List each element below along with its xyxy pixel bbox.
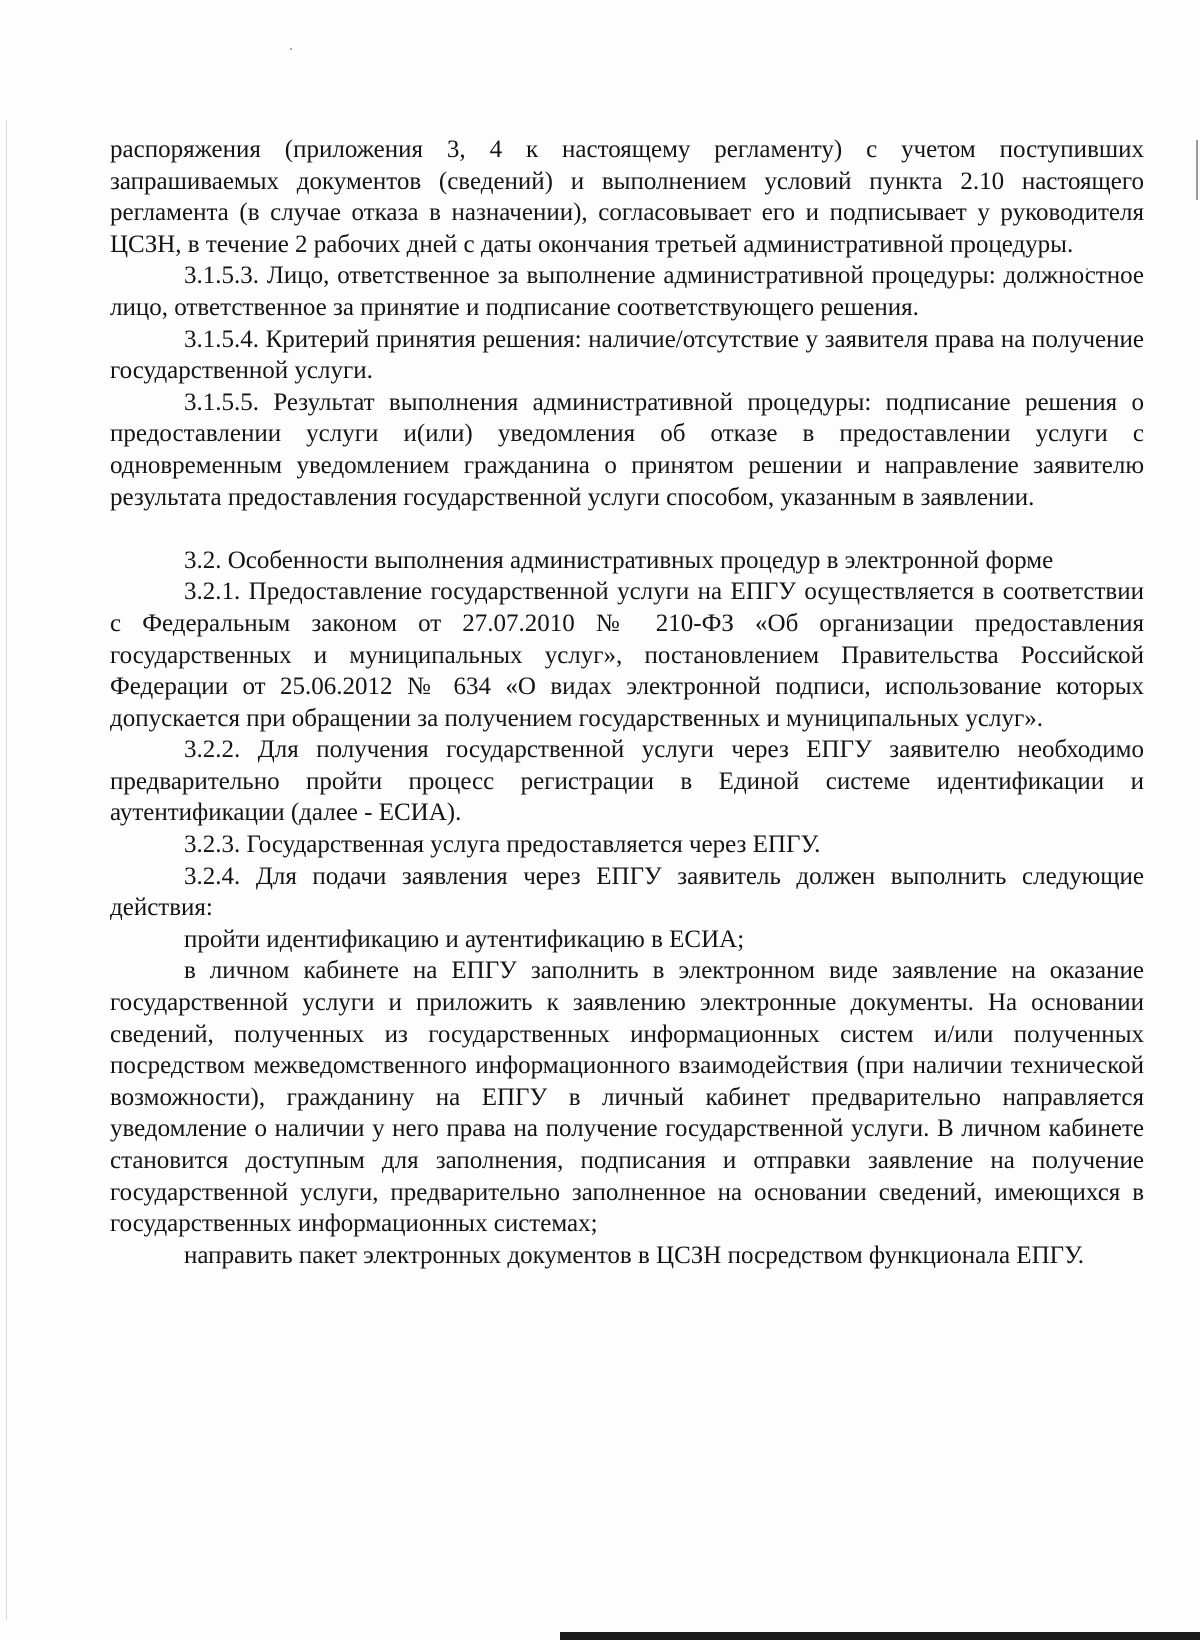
- paragraph-3-2-2: 3.2.2. Для получения государственной услуги через ЕПГУ заявителю необходимо предварительно пройти процесс регистрации в Единой системе идентификации и аутентификации (далее - ЕСИА).: [110, 736, 1144, 827]
- paragraph-continuation: распоряжения (приложения 3, 4 к настоящему регламенту) с учетом поступивших запрашиваемых документов (сведений) и выполнением условий пункта 2.10 настоящего регламента (в случае отказа в назначении), согласовывает его и подписывает у руководителя ЦСЗН, в течение 2 рабочих дней с даты окончания третьей административной процедуры.: [110, 136, 1144, 258]
- list-step-esia: пройти идентификацию и аутентификацию в ЕСИА;: [184, 925, 745, 953]
- paragraph-3-1-5-5: 3.1.5.5. Результат выполнения административной процедуры: подписание решения о предоставлении услуги и(или) уведомления об отказе в предоставлении услуги с одновременным уведомлением гражданина о принятом решении и направление заявителю результата предоставления государственной услуги способом, указанным в заявлении.: [110, 388, 1144, 511]
- paragraph-3-1-5-3: 3.1.5.3. Лицо, ответственное за выполнение административной процедуры: должностное лицо, ответственное за принятие и подписание соответствующего решения.: [110, 262, 1144, 321]
- scan-bottom-edge: [560, 1632, 1200, 1640]
- paragraph-gap: [110, 513, 1144, 545]
- section-heading-3-2: 3.2. Особенности выполнения административных процедур в электронной форме: [184, 546, 1054, 574]
- scan-speck: [290, 48, 292, 50]
- list-step-fill-application: в личном кабинете на ЕПГУ заполнить в электронном виде заявление на оказание государственной услуги и приложить к заявлению электронные документы. На основании сведений, полученных из государственных информационных систем и/или полученных посредством межведомственного информационного взаимодействия (при наличии технической возможности), гражданину на ЕПГУ в личный кабинет предварительно направляется уведомление о наличии у него права на получение государственной услуги. В личном кабинете становится доступным для заполнения, подписания и отправки заявление на получение государственной услуги, предварительно заполненное на основании сведений, имеющихся в государственных информационных системах;: [110, 957, 1144, 1238]
- scan-edge-line: [6, 120, 7, 1620]
- list-step-send-package: направить пакет электронных документов в ЦСЗН посредством функционала ЕПГУ.: [184, 1241, 1084, 1269]
- paragraph-3-2-4: 3.2.4. Для подачи заявления через ЕПГУ заявитель должен выполнить следующие действия:: [110, 862, 1144, 922]
- paragraph-3-1-5-4: 3.1.5.4. Критерий принятия решения: наличие/отсутствие у заявителя права на получение государственной услуги.: [110, 325, 1144, 385]
- paragraph-3-2-1: 3.2.1. Предоставление государственной услуги на ЕПГУ осуществляется в соответствии с Федеральным законом от 27.07.2010 № 210-ФЗ «Об организации предоставления государственных и муниципальных услуг», постановлением Правительства Российской Федерации от 25.06.2012 № 634 «О видах электронной подписи, использование которых допускается при обращении за получением государственных и муниципальных услуг».: [110, 578, 1144, 732]
- document-body: [110, 134, 1144, 1271]
- scan-edge-mark: [1196, 140, 1198, 200]
- paragraph-3-2-3: 3.2.3. Государственная услуга предоставляется через ЕПГУ.: [184, 831, 821, 859]
